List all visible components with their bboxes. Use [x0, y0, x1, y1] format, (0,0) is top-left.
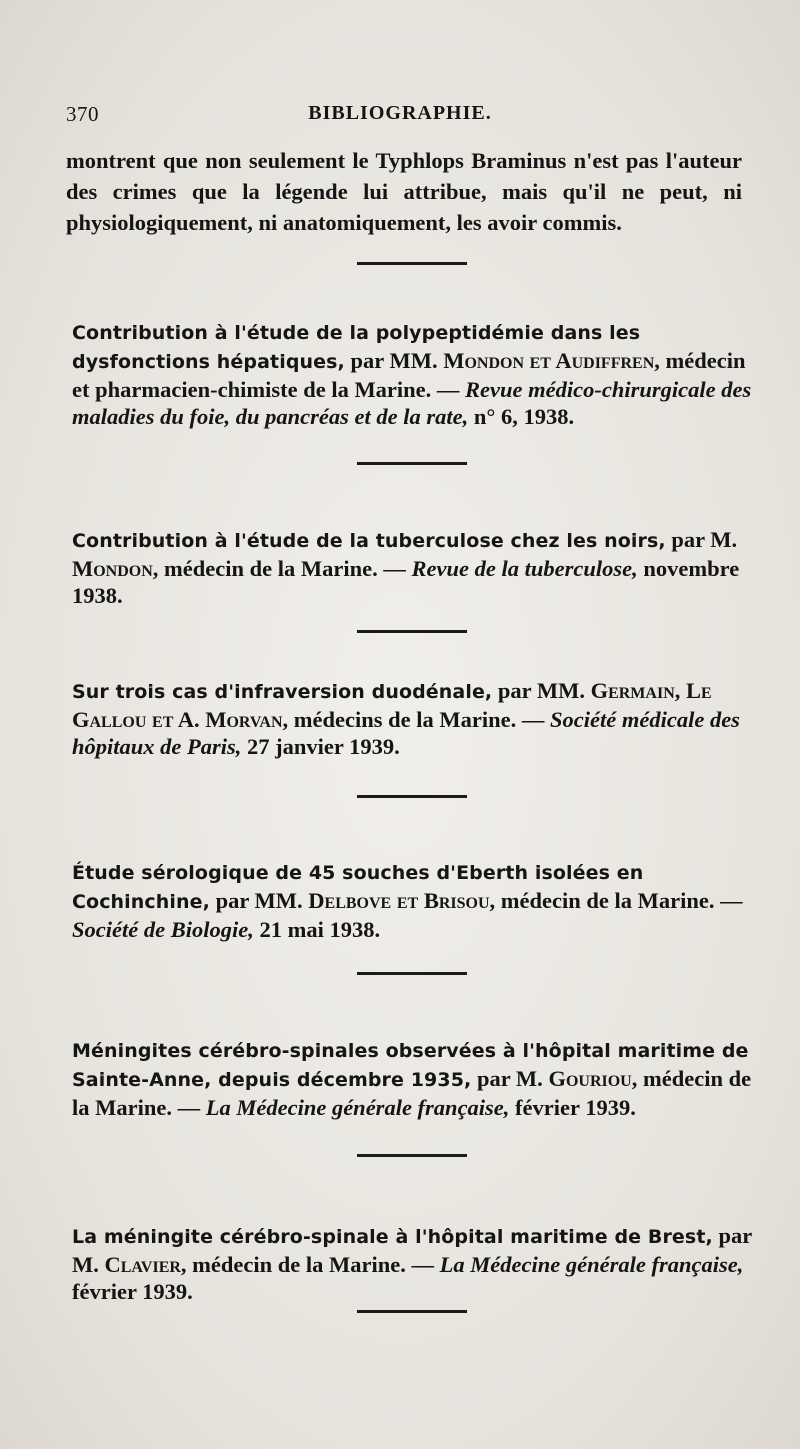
entry-by: par M. [671, 527, 738, 552]
entry-authors: Delbove et Brisou, [308, 888, 496, 913]
entry-role: médecins de la Marine. — [293, 707, 545, 732]
entry-details: février 1939. [72, 1279, 193, 1304]
entry-journal: Revue médico-chirurgicale des maladies du foie, du pancréas et de la rate, [72, 377, 752, 429]
entry-by: par M. [476, 1066, 543, 1091]
entry-by: par MM. [497, 678, 585, 703]
entry-by: par MM. [215, 888, 303, 913]
entry-title: Contribution à l'étude de la polypeptidémie dans les dysfonctions hépatiques, [72, 322, 641, 373]
bibliography-entry [72, 858, 762, 943]
entry-authors: Mondon, [72, 556, 159, 581]
entry-title: La méningite cérébro-spinale à l'hôpital maritime de Brest, [72, 1226, 713, 1248]
entry-details: 27 janvier 1939. [247, 734, 400, 759]
separator-rule [357, 1310, 467, 1313]
bibliography-entry [72, 677, 762, 760]
entry-journal: La Médecine générale française, [205, 1095, 510, 1120]
bibliography-entry [72, 1222, 762, 1305]
running-title: BIBLIOGRAPHIE. [308, 102, 492, 124]
separator-rule [357, 972, 467, 975]
intro-paragraph: montrent que non seulement le Typhlops Braminus n'est pas l'auteur des crimes que la légende lui attribue, mais qu'il ne peut, ni physiologiquement, ni anatomiquement, les avoir commis. [66, 148, 742, 235]
entry-details: février 1939. [515, 1095, 636, 1120]
entry-authors: Clavier, [104, 1252, 187, 1277]
bibliography-entry [72, 526, 762, 609]
entry-details: n° 6, 1938. [473, 404, 575, 429]
entry-title: Sur trois cas d'infraversion duodénale, [72, 681, 493, 703]
entry-title: Méningites cérébro-spinales observées à l'hôpital maritime de Sainte-Anne, depuis décembre 1935, [72, 1040, 749, 1091]
entry-authors: Germain, Le Gallou et A. Morvan, [72, 678, 712, 732]
entry-journal: Société de Biologie, [72, 917, 254, 942]
page-number: 370 [66, 102, 99, 126]
entry-role: médecin de la Marine. — [192, 1252, 435, 1277]
entry-role: médecin de la Marine. — [500, 888, 743, 913]
page-header [66, 102, 734, 134]
entry-title: Étude sérologique de 45 souches d'Eberth isolées en Cochinchine, [72, 862, 644, 913]
entry-authors: Gouriou, [548, 1066, 638, 1091]
entry-details: novembre 1938. [72, 556, 740, 608]
separator-rule [357, 795, 467, 798]
separator-rule [357, 1154, 467, 1157]
entry-by: par M. [72, 1223, 752, 1277]
bibliography-entry [72, 1036, 762, 1121]
entry-role: médecin et pharmacien-chimiste de la Marine. — [72, 348, 746, 402]
separator-rule [357, 462, 467, 465]
entry-title: Contribution à l'étude de la tuberculose chez les noirs, [72, 530, 666, 552]
separator-rule [357, 630, 467, 633]
entry-journal: Revue de la tuberculose, [411, 556, 638, 581]
entry-details: 21 mai 1938. [259, 917, 381, 942]
entry-by: par MM. [350, 348, 438, 373]
entry-role: médecin de la Marine. — [164, 556, 406, 581]
entry-journal: Société médicale des hôpitaux de Paris, [72, 707, 740, 759]
entry-journal: La Médecine générale française, [439, 1252, 744, 1277]
entry-role: médecin de la Marine. — [72, 1066, 752, 1120]
bibliography-entry [72, 318, 762, 430]
entry-authors: Mondon et Audiffren, [443, 348, 660, 373]
separator-rule [357, 262, 467, 265]
